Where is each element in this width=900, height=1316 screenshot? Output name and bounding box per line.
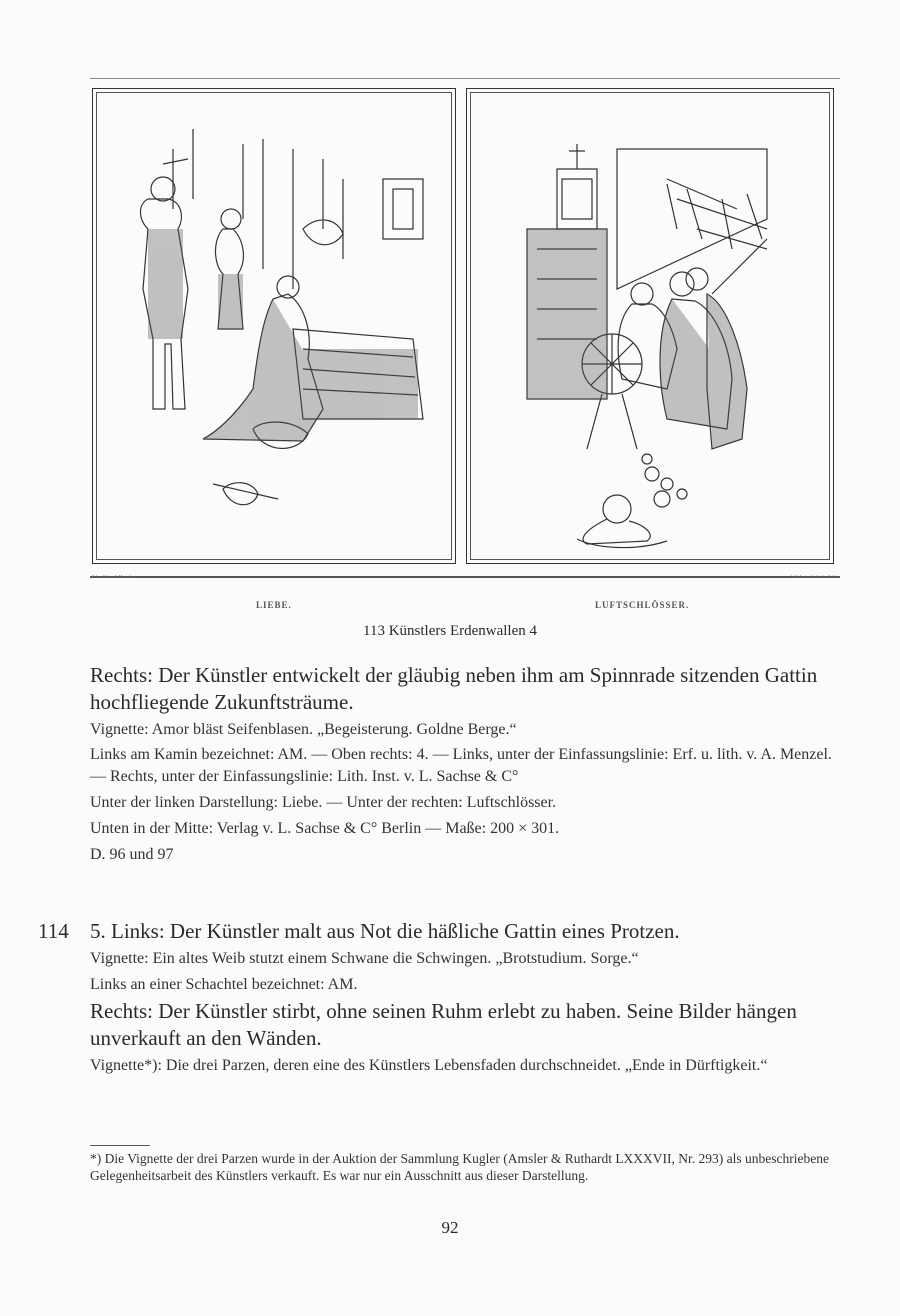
entry-113-rechts: Rechts: Der Künstler entwickelt der gläubig neben ihm am Spinnrade sitzenden Gattin hochfliegende Zukunftsträume. bbox=[90, 663, 818, 714]
entry-114-signature: Links an einer Schachtel bezeichnet: AM. bbox=[90, 976, 358, 993]
entry-114-vignette-1: Vignette: Ein altes Weib stutzt einem Schwane die Schwingen. „Brotstudium. Sorge.“ bbox=[90, 950, 639, 967]
page-number: 92 bbox=[441, 1218, 459, 1237]
entry-114-rechts: Rechts: Der Künstler stirbt, ohne seinen Ruhm erlebt zu haben. Seine Bilder hängen unverkauft an den Wänden. bbox=[90, 999, 797, 1050]
footnote: *) Die Vignette der drei Parzen wurde in der Auktion der Sammlung Kugler (Amsler & Ruthardt LXXXVII, Nr. 293) als unbeschriebene Gelegenheitsarbeit des Künstlers verkauft. Es war nur ein Ausschnitt aus dieser Darstellung. bbox=[90, 1151, 829, 1183]
footnote-rule bbox=[90, 1145, 150, 1146]
label-luftschloesser: LUFTSCHLÖSSER. bbox=[595, 600, 690, 610]
entry-113-publisher: Unten in der Mitte: Verlag v. L. Sachse & C° Berlin — Maße: 200 × 301. bbox=[90, 820, 560, 837]
illustration-liebe bbox=[92, 88, 456, 564]
figure-caption: 113 Künstlers Erdenwallen 4 bbox=[363, 623, 537, 639]
entry-114-number: 114 bbox=[38, 919, 69, 943]
left-imprint: Erf. u. lith. v. A. Menzel. bbox=[92, 574, 132, 579]
entry-114-vignette-2: Vignette*): Die drei Parzen, deren eine des Künstlers Lebensfaden durchschneidet. „Ende in Dürftigkeit.“ bbox=[90, 1057, 768, 1074]
right-imprint: Lith. Inst. v. L. Sachse & Co. bbox=[791, 574, 838, 579]
label-liebe: LIEBE. bbox=[256, 600, 292, 610]
entry-113-description bbox=[90, 662, 840, 866]
church-scene-drawing bbox=[93, 89, 455, 563]
spinning-wheel-scene-drawing bbox=[467, 89, 833, 563]
entry-114-description bbox=[90, 918, 840, 1077]
entry-113-signature: Links am Kamin bezeichnet: AM. — Oben rechts: 4. — Links, unter der Einfassungslinie: Erf. u. lith. v. A. Menzel. — Rechts, unter der Einfassungslinie: Lith. Inst. v. L. Sachse & C° bbox=[90, 746, 832, 785]
entry-113-vignette: Vignette: Amor bläst Seifenblasen. „Begeisterung. Goldne Berge.“ bbox=[90, 721, 517, 738]
entry-113-reference: D. 96 und 97 bbox=[90, 846, 174, 863]
entry-113-titles: Unter der linken Darstellung: Liebe. — Unter der rechten: Luftschlösser. bbox=[90, 794, 557, 811]
lithograph-plate bbox=[90, 78, 840, 578]
illustration-luftschloesser bbox=[466, 88, 834, 564]
entry-114-links: 5. Links: Der Künstler malt aus Not die häßliche Gattin eines Protzen. bbox=[90, 919, 680, 943]
